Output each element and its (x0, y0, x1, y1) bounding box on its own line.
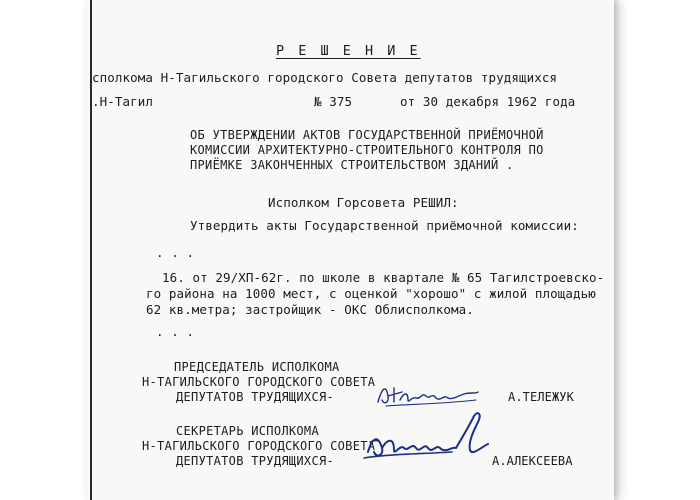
resolved-line: Исполком Горсовета РЕШИЛ: (268, 195, 459, 210)
chairman-title-3: ДЕПУТАТОВ ТРУДЯЩИХСЯ- (176, 390, 335, 404)
place: .Н-Тагил (92, 94, 154, 109)
document-title: Р Е Ш Е Н И Е (276, 43, 421, 59)
document-date: от 30 декабря 1962 года (400, 94, 576, 109)
issuer-line: сполкома Н-Тагильского городского Совета депутатов трудящихся (92, 70, 558, 85)
signature-icon (360, 408, 500, 470)
item-line-2: го района на 1000 мест, с оценкой "хорошо" с жилой площадью (146, 286, 596, 301)
approve-line: Утвердить акты Государственной приёмочной комиссии: (190, 218, 579, 233)
item-line-1: 16. от 29/XП-62г. по школе в квартале № 65 Тагилстроевско- (162, 270, 605, 285)
chairman-name: А.ТЕЛЕЖУК (508, 390, 574, 404)
chairman-title-1: ПРЕДСЕДАТЕЛЬ ИСПОЛКОМА (174, 360, 340, 374)
sheet-shadow (614, 0, 620, 500)
chairman-signature (372, 378, 482, 412)
secretary-title-1: СЕКРЕТАРЬ ИСПОЛКОМА (176, 424, 319, 438)
secretary-title-2: Н-ТАГИЛЬСКОГО ГОРОДСКОГО СОВЕТА (142, 439, 376, 453)
signature-icon (372, 378, 482, 412)
document-number: № 375 (314, 94, 353, 109)
secretary-signature (360, 408, 500, 470)
item-line-3: 62 кв.метра; застройщик - ОКС Облисполкома. (146, 302, 474, 317)
ellipsis-bottom: . . . (156, 324, 195, 339)
chairman-title-2: Н-ТАГИЛЬСКОГО ГОРОДСКОГО СОВЕТА (142, 375, 376, 389)
subject-line-2: КОМИССИИ АРХИТЕКТУРНО-СТРОИТЕЛЬНОГО КОНТРОЛЯ ПО (190, 143, 544, 157)
secretary-title-3: ДЕПУТАТОВ ТРУДЯЩИХСЯ- (176, 454, 335, 468)
subject-line-3: ПРИЁМКЕ ЗАКОНЧЕННЫХ СТРОИТЕЛЬСТВОМ ЗДАНИЙ . (190, 158, 514, 172)
secretary-name: А.АЛЕКСЕЕВА (492, 454, 573, 468)
ellipsis-top: . . . (156, 245, 195, 260)
subject-line-1: ОБ УТВЕРЖДЕНИИ АКТОВ ГОСУДАРСТВЕННОЙ ПРИЁМОЧНОЙ (190, 128, 544, 142)
